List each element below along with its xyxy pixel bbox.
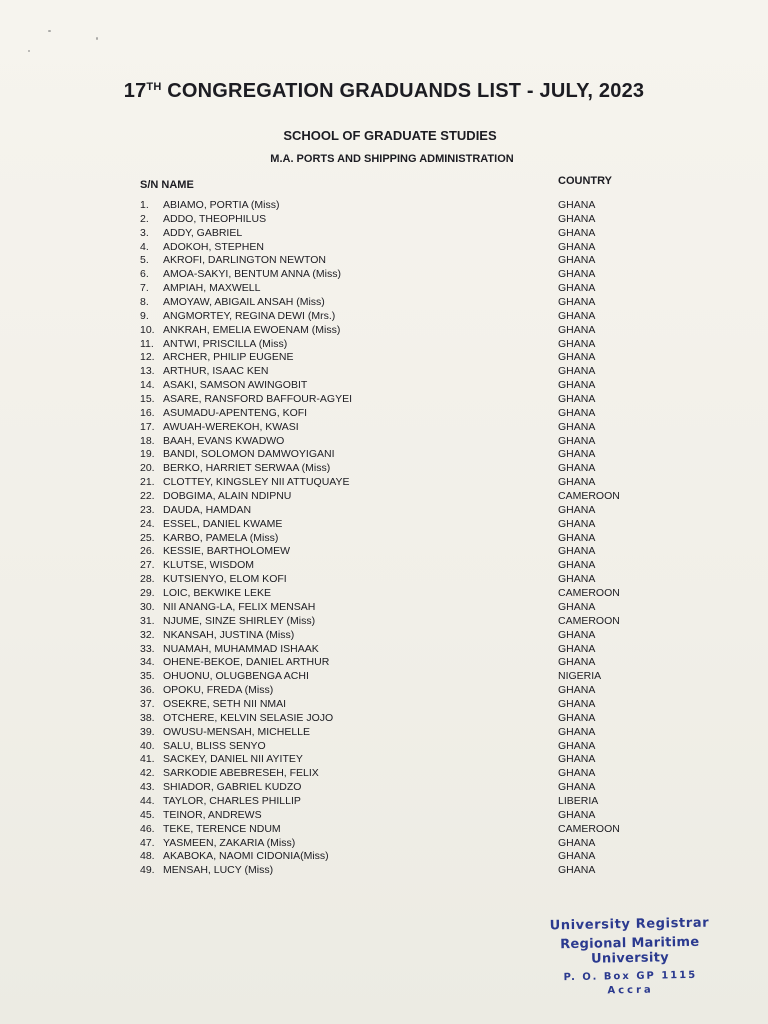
- graduand-name: DOBGIMA, ALAIN NDIPNU: [163, 490, 292, 503]
- graduand-name: OSEKRE, SETH NII NMAI: [163, 697, 287, 710]
- serial-number: 5.: [140, 254, 149, 267]
- list-item: [140, 767, 640, 781]
- graduand-name: ARTHUR, ISAAC KEN: [163, 365, 269, 378]
- graduand-country: GHANA: [558, 559, 596, 572]
- stamp-line-1: University Registrar: [549, 915, 710, 934]
- stamp-line-4: Accra: [607, 984, 654, 997]
- graduand-country: GHANA: [558, 254, 596, 267]
- graduand-name: NKANSAH, JUSTINA (Miss): [163, 628, 295, 641]
- graduand-name: SALU, BLISS SENYO: [163, 739, 266, 752]
- list-item: [140, 421, 640, 435]
- list-item: [140, 740, 640, 754]
- list-item: [140, 338, 640, 352]
- graduand-name: NII ANANG-LA, FELIX MENSAH: [163, 600, 316, 613]
- graduand-country: GHANA: [558, 781, 596, 794]
- list-item: [140, 241, 640, 255]
- serial-number: 31.: [140, 614, 155, 627]
- graduand-country: GHANA: [558, 199, 596, 211]
- graduand-name: MENSAH, LUCY (Miss): [163, 864, 274, 877]
- graduand-country: GHANA: [558, 628, 596, 641]
- graduand-name: NUAMAH, MUHAMMAD ISHAAK: [163, 642, 319, 655]
- serial-number: 2.: [140, 212, 149, 225]
- list-item: [140, 726, 640, 740]
- graduand-name: KARBO, PAMELA (Miss): [163, 531, 279, 544]
- list-item: [140, 795, 640, 809]
- serial-number: 14.: [140, 379, 155, 392]
- graduand-country: GHANA: [558, 642, 596, 655]
- serial-number: 25.: [140, 531, 155, 544]
- list-item: [140, 296, 640, 310]
- graduand-country: GHANA: [558, 323, 596, 336]
- serial-number: 18.: [140, 434, 155, 447]
- serial-number: 47.: [140, 836, 155, 849]
- graduand-country: GHANA: [558, 739, 596, 752]
- graduand-country: GHANA: [558, 808, 596, 821]
- list-item: [140, 864, 640, 878]
- serial-number: 8.: [140, 296, 149, 309]
- scan-speck: [96, 37, 98, 40]
- graduand-name: KUTSIENYO, ELOM KOFI: [163, 573, 287, 586]
- list-item: [140, 379, 640, 393]
- graduand-country: GHANA: [558, 864, 596, 877]
- serial-number: 36.: [140, 684, 155, 697]
- graduand-country: GHANA: [558, 836, 596, 849]
- scan-speck: [28, 50, 30, 52]
- serial-number: 6.: [140, 268, 149, 281]
- graduand-country: GHANA: [558, 684, 596, 697]
- list-item: [140, 573, 640, 587]
- serial-number: 45.: [140, 808, 155, 821]
- graduand-country: CAMEROON: [558, 490, 620, 503]
- graduand-country: GHANA: [558, 393, 596, 406]
- list-item: [140, 670, 640, 684]
- graduand-name: OWUSU-MENSAH, MICHELLE: [163, 725, 311, 738]
- serial-number: 43.: [140, 781, 155, 794]
- graduand-name: ANGMORTEY, REGINA DEWI (Mrs.): [163, 309, 336, 322]
- list-item: [140, 601, 640, 615]
- graduand-country: GHANA: [558, 711, 596, 724]
- serial-number: 48.: [140, 850, 155, 863]
- list-item: [140, 837, 640, 851]
- serial-number: 33.: [140, 642, 155, 655]
- serial-number: 32.: [140, 628, 155, 641]
- graduand-country: GHANA: [558, 753, 596, 766]
- list-item: [140, 504, 640, 518]
- graduand-name: KLUTSE, WISDOM: [163, 559, 255, 572]
- page-title: 17TH CONGREGATION GRADUANDS LIST - JULY, 2023: [123, 80, 645, 102]
- graduand-country: GHANA: [558, 503, 596, 516]
- graduand-name: NJUME, SINZE SHIRLEY (Miss): [163, 614, 316, 627]
- graduand-country: GHANA: [558, 545, 596, 558]
- graduand-country: GHANA: [558, 337, 596, 350]
- serial-number: 41.: [140, 753, 155, 766]
- scan-speck: [48, 30, 51, 32]
- graduand-country: GHANA: [558, 697, 596, 710]
- graduand-country: GHANA: [558, 434, 596, 447]
- serial-number: 20.: [140, 462, 155, 475]
- graduand-name: CLOTTEY, KINGSLEY NII ATTUQUAYE: [163, 476, 350, 489]
- stamp-line-3: P. O. Box GP 1115: [563, 969, 698, 984]
- graduand-name: ADOKOH, STEPHEN: [163, 240, 264, 253]
- list-item: [140, 310, 640, 324]
- list-item: [140, 656, 640, 670]
- graduand-country: GHANA: [558, 240, 596, 253]
- graduand-name: ASARE, RANSFORD BAFFOUR-AGYEI: [163, 393, 353, 406]
- graduand-country: GHANA: [558, 351, 596, 364]
- graduand-name: AKROFI, DARLINGTON NEWTON: [163, 254, 326, 267]
- serial-number: 39.: [140, 725, 155, 738]
- serial-number: 24.: [140, 517, 155, 530]
- graduand-country: GHANA: [558, 767, 596, 780]
- list-item: [140, 643, 640, 657]
- graduand-country: CAMEROON: [558, 822, 620, 835]
- graduand-name: ABIAMO, PORTIA (Miss): [163, 199, 280, 211]
- graduand-country: GHANA: [558, 850, 596, 863]
- list-item: [140, 712, 640, 726]
- graduand-name: TEINOR, ANDREWS: [163, 808, 262, 821]
- serial-number: 11.: [140, 337, 154, 350]
- list-item: [140, 254, 640, 268]
- graduand-name: ASAKI, SAMSON AWINGOBIT: [163, 379, 308, 392]
- graduand-country: GHANA: [558, 600, 596, 613]
- graduand-country: GHANA: [558, 268, 596, 281]
- graduand-country: GHANA: [558, 226, 596, 239]
- list-item: [140, 435, 640, 449]
- serial-number: 13.: [140, 365, 155, 378]
- graduand-country: GHANA: [558, 406, 596, 419]
- graduand-name: ADDY, GABRIEL: [163, 226, 243, 239]
- serial-number: 10.: [140, 323, 155, 336]
- serial-number: 46.: [140, 822, 155, 835]
- graduand-name: TAYLOR, CHARLES PHILLIP: [163, 794, 301, 807]
- graduand-country: GHANA: [558, 212, 596, 225]
- column-header-sn-name: S/N NAME: [140, 179, 194, 191]
- graduand-name: TEKE, TERENCE NDUM: [163, 822, 281, 835]
- graduand-country: GHANA: [558, 531, 596, 544]
- graduand-country: CAMEROON: [558, 587, 620, 600]
- list-item: [140, 407, 640, 421]
- list-item: [140, 615, 640, 629]
- graduand-name: ARCHER, PHILIP EUGENE: [163, 351, 294, 364]
- list-item: [140, 351, 640, 365]
- list-item: [140, 227, 640, 241]
- serial-number: 17.: [140, 420, 155, 433]
- serial-number: 30.: [140, 600, 155, 613]
- graduand-name: ANKRAH, EMELIA EWOENAM (Miss): [163, 323, 341, 336]
- list-item: [140, 268, 640, 282]
- list-item: [140, 809, 640, 823]
- serial-number: 15.: [140, 393, 155, 406]
- graduand-country: GHANA: [558, 573, 596, 586]
- graduand-country: GHANA: [558, 656, 596, 669]
- serial-number: 44.: [140, 794, 155, 807]
- serial-number: 12.: [140, 351, 155, 364]
- graduand-name: AKABOKA, NAOMI CIDONIA(Miss): [163, 850, 329, 863]
- graduand-country: GHANA: [558, 462, 596, 475]
- graduand-name: BAAH, EVANS KWADWO: [163, 434, 285, 447]
- serial-number: 21.: [140, 476, 155, 489]
- list-item: [140, 365, 640, 379]
- serial-number: 1.: [140, 199, 149, 211]
- list-item: [140, 545, 640, 559]
- school-heading: SCHOOL OF GRADUATE STUDIES: [283, 128, 497, 143]
- serial-number: 34.: [140, 656, 155, 669]
- serial-number: 49.: [140, 864, 155, 877]
- list-item: [140, 518, 640, 532]
- serial-number: 22.: [140, 490, 155, 503]
- list-item: [140, 629, 640, 643]
- list-item: [140, 587, 640, 601]
- graduand-country: NIGERIA: [558, 670, 602, 683]
- list-item: [140, 448, 640, 462]
- stamp-line-2: Regional Maritime University: [560, 934, 700, 967]
- serial-number: 9.: [140, 309, 149, 322]
- serial-number: 42.: [140, 767, 155, 780]
- list-item: [140, 532, 640, 546]
- list-item: [140, 698, 640, 712]
- serial-number: 40.: [140, 739, 155, 752]
- graduand-country: GHANA: [558, 365, 596, 378]
- graduand-name: OHUONU, OLUGBENGA ACHI: [163, 670, 309, 683]
- graduand-country: LIBERIA: [558, 794, 599, 807]
- list-item: [140, 462, 640, 476]
- list-item: [140, 850, 640, 864]
- serial-number: 3.: [140, 226, 149, 239]
- column-header-country: COUNTRY: [558, 175, 612, 187]
- graduand-name: AMPIAH, MAXWELL: [163, 282, 261, 295]
- graduand-country: GHANA: [558, 448, 596, 461]
- graduand-name: OHENE-BEKOE, DANIEL ARTHUR: [163, 656, 330, 669]
- list-item: [140, 559, 640, 573]
- graduand-name: LOIC, BEKWIKE LEKE: [163, 587, 271, 600]
- graduand-name: YASMEEN, ZAKARIA (Miss): [163, 836, 296, 849]
- graduand-name: ANTWI, PRISCILLA (Miss): [163, 337, 288, 350]
- graduand-country: GHANA: [558, 420, 596, 433]
- graduand-name: AWUAH-WEREKOH, KWASI: [163, 420, 299, 433]
- list-item: [140, 213, 640, 227]
- graduand-name: DAUDA, HAMDAN: [163, 503, 252, 516]
- registrar-stamp: [519, 915, 740, 998]
- graduand-country: CAMEROON: [558, 614, 620, 627]
- serial-number: 7.: [140, 282, 149, 295]
- list-item: [140, 490, 640, 504]
- graduand-country: GHANA: [558, 282, 596, 295]
- graduand-country: GHANA: [558, 517, 596, 530]
- graduand-name: SARKODIE ABEBRESEH, FELIX: [163, 767, 319, 780]
- graduand-country: GHANA: [558, 309, 596, 322]
- graduand-name: OPOKU, FREDA (Miss): [163, 684, 274, 697]
- serial-number: 27.: [140, 559, 155, 572]
- graduand-name: ASUMADU-APENTENG, KOFI: [163, 406, 308, 419]
- graduand-country: GHANA: [558, 725, 596, 738]
- serial-number: 35.: [140, 670, 155, 683]
- serial-number: 28.: [140, 573, 155, 586]
- graduand-name: SACKEY, DANIEL NII AYITEY: [163, 753, 303, 766]
- list-item: [140, 684, 640, 698]
- list-item: [140, 199, 640, 213]
- graduand-country: GHANA: [558, 379, 596, 392]
- program-heading: M.A. PORTS AND SHIPPING ADMINISTRATION: [270, 153, 514, 165]
- serial-number: 29.: [140, 587, 155, 600]
- list-item: [140, 324, 640, 338]
- graduand-name: AMOYAW, ABIGAIL ANSAH (Miss): [163, 296, 325, 309]
- graduand-name: AMOA-SAKYI, BENTUM ANNA (Miss): [163, 268, 341, 281]
- serial-number: 38.: [140, 711, 155, 724]
- graduand-name: BANDI, SOLOMON DAMWOYIGANI: [163, 448, 335, 461]
- graduand-country: GHANA: [558, 296, 596, 309]
- graduand-name: OTCHERE, KELVIN SELASIE JOJO: [163, 711, 334, 724]
- serial-number: 16.: [140, 406, 155, 419]
- serial-number: 26.: [140, 545, 155, 558]
- graduand-country: GHANA: [558, 476, 596, 489]
- list-item: [140, 476, 640, 490]
- serial-number: 37.: [140, 697, 155, 710]
- list-item: [140, 823, 640, 837]
- graduand-name: BERKO, HARRIET SERWAA (Miss): [163, 462, 331, 475]
- serial-number: 19.: [140, 448, 155, 461]
- graduand-name: SHIADOR, GABRIEL KUDZO: [163, 781, 302, 794]
- list-item: [140, 282, 640, 296]
- serial-number: 4.: [140, 240, 149, 253]
- graduand-name: ESSEL, DANIEL KWAME: [163, 517, 283, 530]
- list-item: [140, 753, 640, 767]
- list-item: [140, 781, 640, 795]
- graduand-name: ADDO, THEOPHILUS: [163, 212, 267, 225]
- graduand-name: KESSIE, BARTHOLOMEW: [163, 545, 290, 558]
- graduands-list: [140, 199, 640, 878]
- serial-number: 23.: [140, 503, 155, 516]
- list-item: [140, 393, 640, 407]
